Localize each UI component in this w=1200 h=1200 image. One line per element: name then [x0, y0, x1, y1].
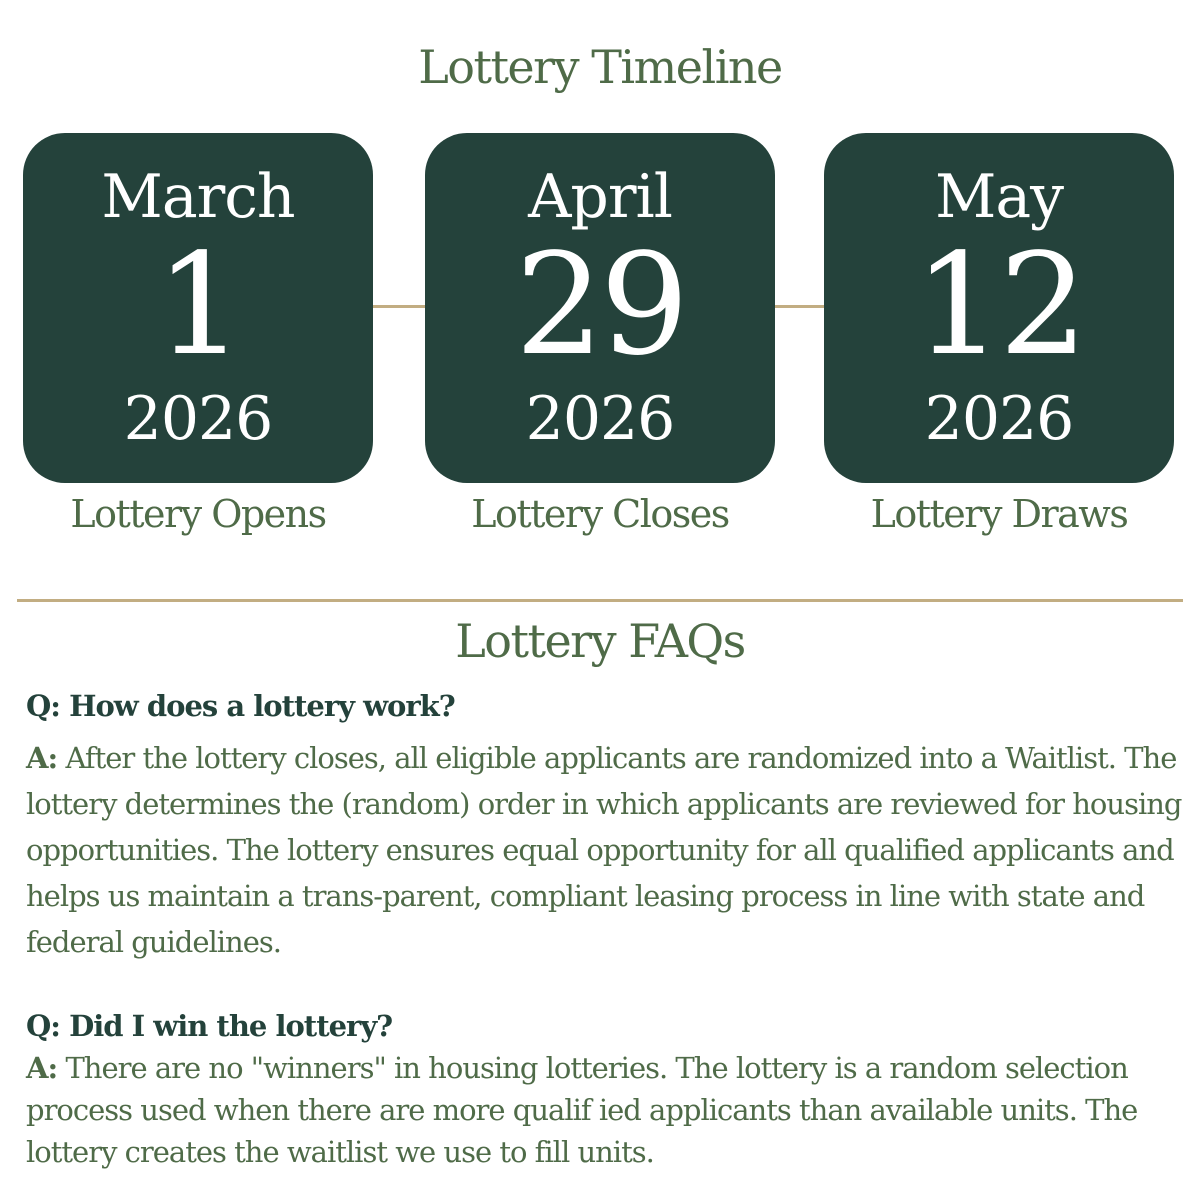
- faq-answer-text: After the lottery closes, all eligible applicants are randomized into a Waitlist. The lottery determines the (random) order in which applicants are reviewed for housing opportunities. The lottery ensures equal opportunity for all qualified applicants and helps us maintain a trans-parent, compliant leasing process in line with state and federal guidelines.: [26, 741, 1182, 959]
- faq-item: [26, 1009, 1186, 1173]
- faq-question: Q: How does a lottery work?: [26, 689, 455, 723]
- section-divider: [17, 599, 1183, 602]
- timeline-connector: [774, 305, 825, 308]
- date-year: 2026: [525, 384, 675, 454]
- answer-label: A:: [26, 1051, 58, 1085]
- event-label-lottery-closes: Lottery Closes: [471, 492, 729, 536]
- date-card-lottery-draws: [824, 133, 1174, 483]
- date-month: March: [101, 162, 295, 232]
- date-year: 2026: [123, 384, 273, 454]
- faq-answer: [26, 735, 1186, 965]
- date-year: 2026: [924, 384, 1074, 454]
- date-day: 29: [514, 224, 686, 387]
- event-label-lottery-draws: Lottery Draws: [870, 492, 1128, 536]
- date-month: April: [528, 162, 672, 232]
- faq-question: Q: Did I win the lottery?: [26, 1009, 393, 1043]
- faq-title: Lottery FAQs: [455, 614, 745, 668]
- date-day: 12: [913, 224, 1085, 387]
- faq-item: [26, 689, 1186, 965]
- date-card-lottery-closes: [425, 133, 775, 483]
- timeline-connector: [373, 305, 426, 308]
- date-day: 1: [155, 224, 241, 387]
- date-card-lottery-opens: [23, 133, 373, 483]
- faq-answer: [26, 1047, 1186, 1173]
- timeline-title: Lottery Timeline: [418, 40, 782, 94]
- faq-answer-text: There are no "winners" in housing lotteries. The lottery is a random selection process used when there are more qualif ied applicants than available units. The lottery creates the waitlist we use to fill units.: [26, 1051, 1138, 1169]
- answer-label: A:: [26, 741, 58, 775]
- event-label-lottery-opens: Lottery Opens: [70, 492, 326, 536]
- date-month: May: [934, 162, 1064, 232]
